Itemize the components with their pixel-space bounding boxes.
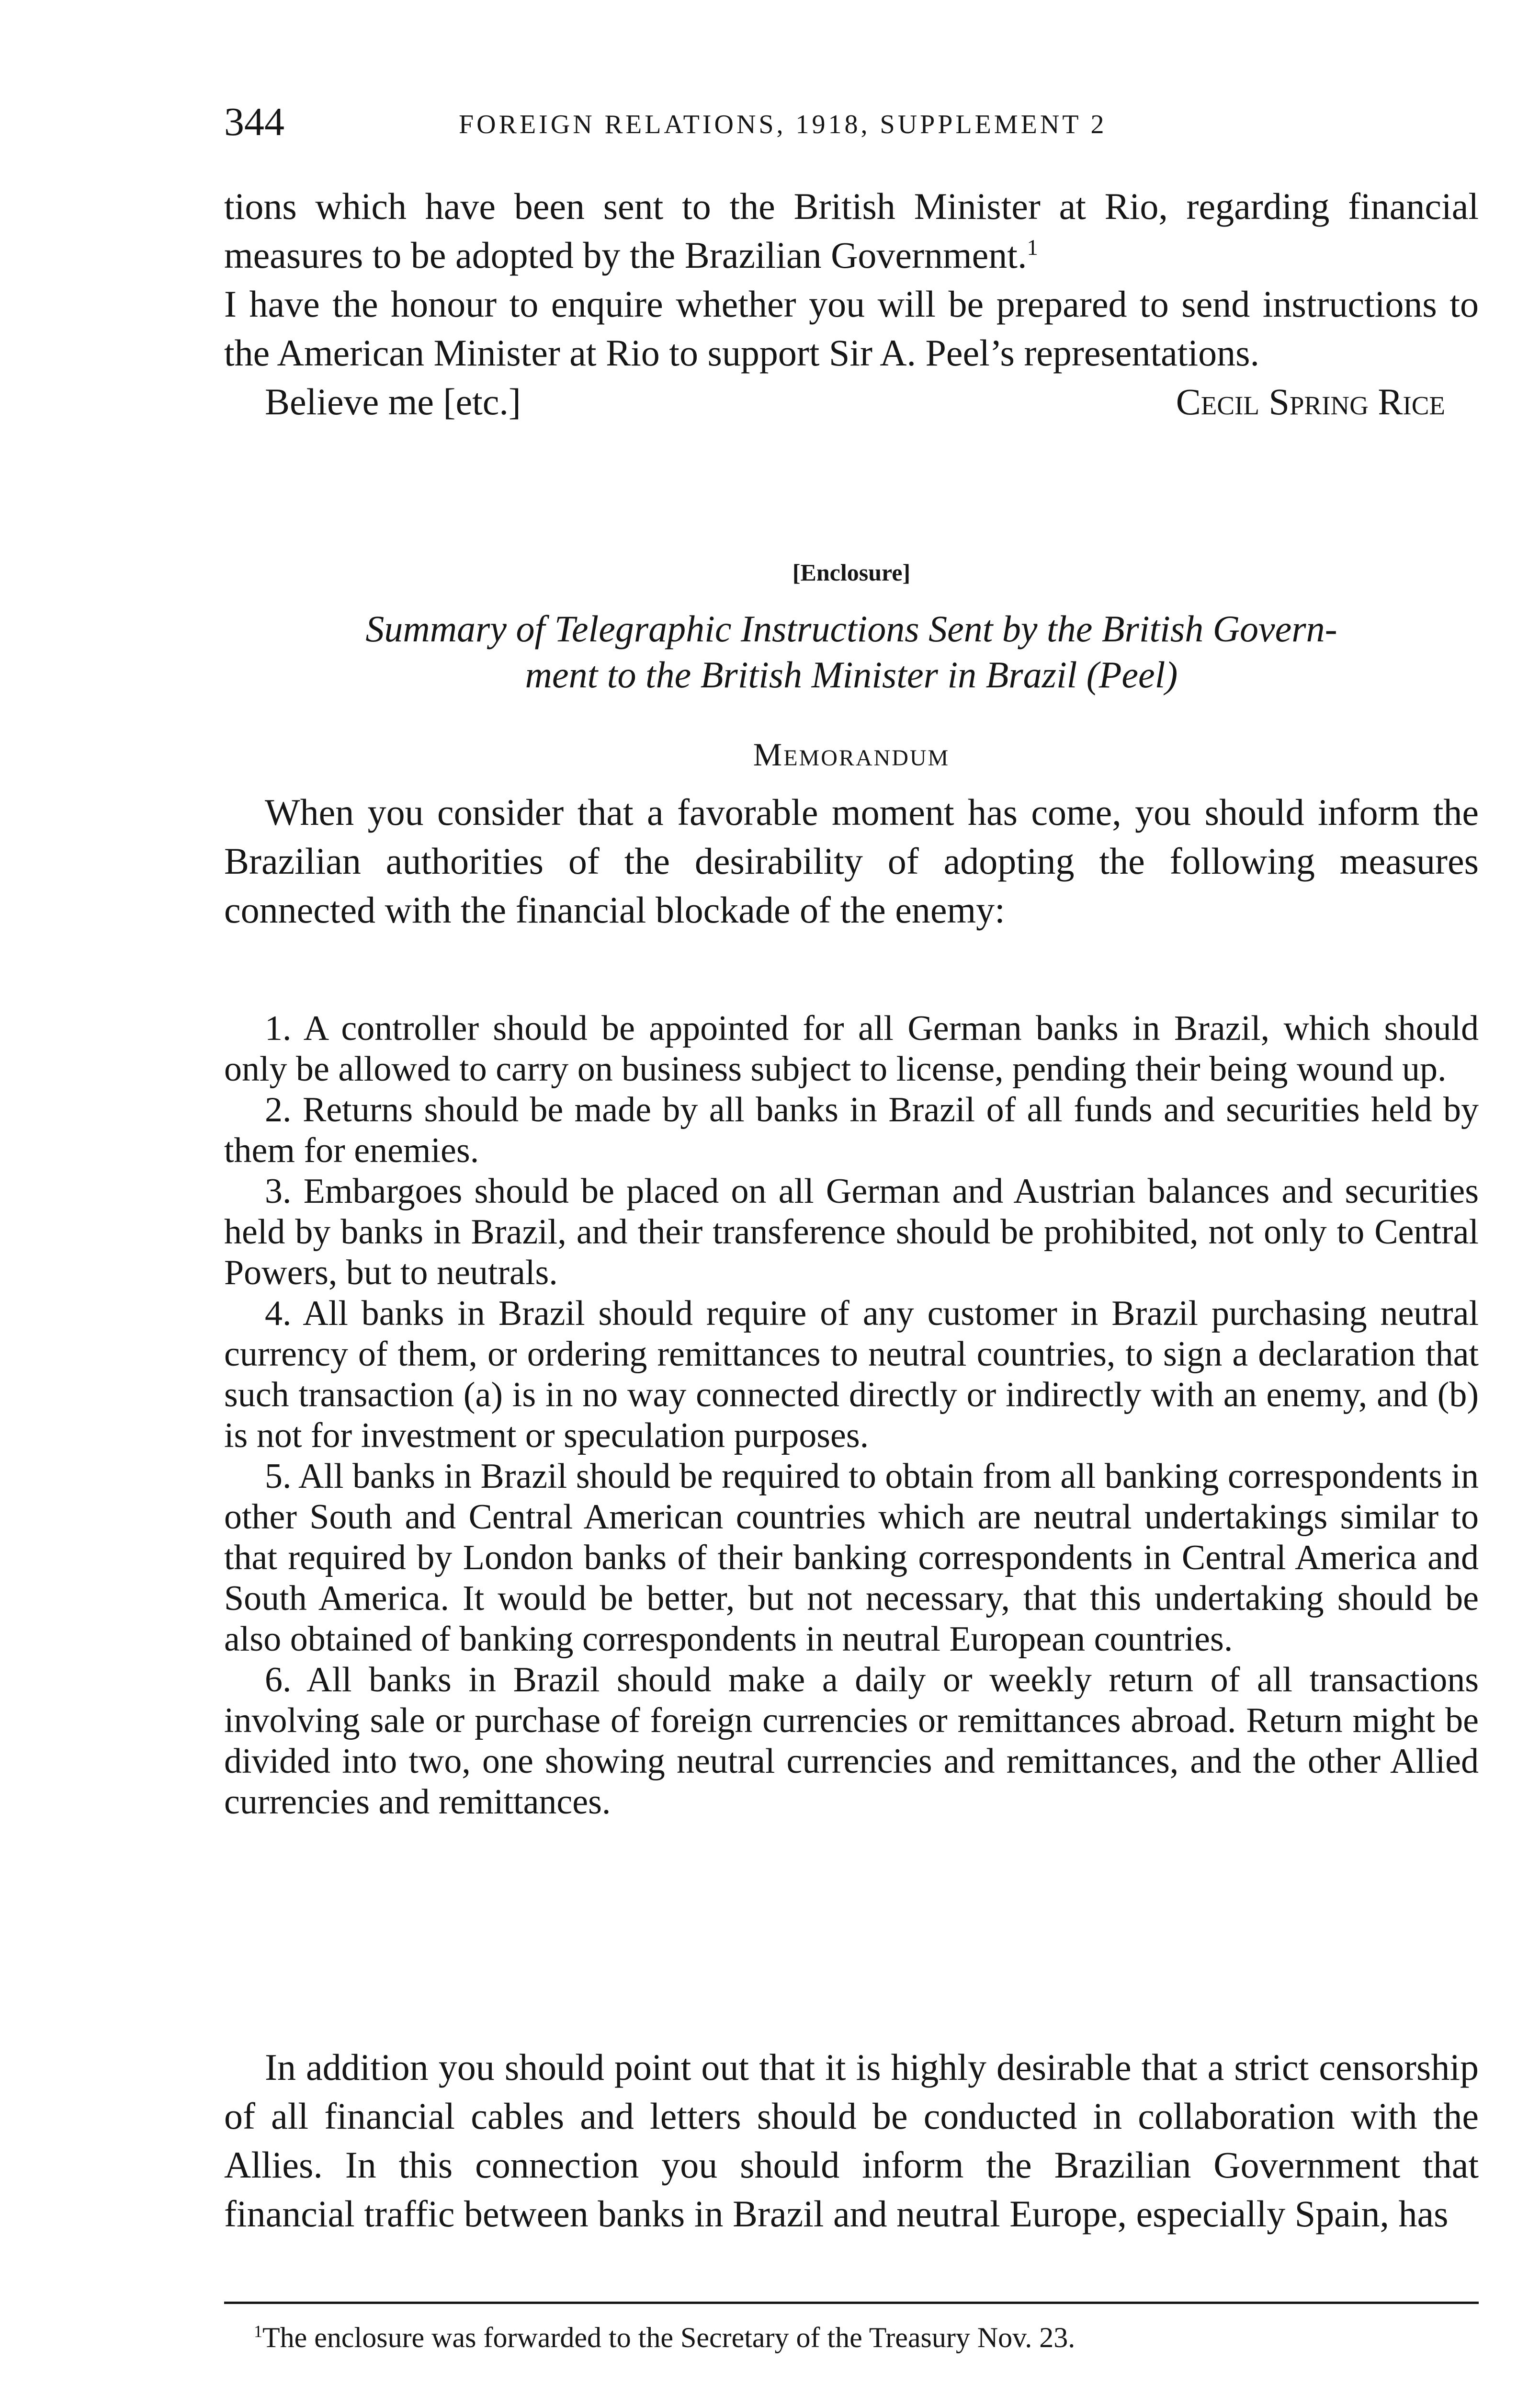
measures-list [224,1008,1479,1823]
memorandum-intro [224,788,1479,935]
letter-paragraph-text: tions which have been sent to the British Minister at Rio, regarding financial measures to be adopted by the Brazilian Government. [224,185,1479,276]
footnote-reference: 1 [1027,235,1038,260]
measure-item: 4. All banks in Brazil should require of any customer in Brazil purchasing neutral currency of them, or ordering remittances to neutral countries, to sign a declaration that such transaction (a) is in no way connected directly or indirectly with an enemy, and (b) is not for investment or speculation purposes. [224,1294,1479,1455]
enclosure-title [224,606,1479,698]
footnote-divider [224,2302,1479,2304]
memorandum-heading: Memorandum [753,736,950,773]
enclosure-title-line: ment to the British Minister in Brazil (Peel) [525,654,1178,696]
measure-item: 2. Returns should be made by all banks in Brazil of all funds and securities held by them for enemies. [224,1090,1479,1170]
measure-item: 6. All banks in Brazil should make a daily or weekly return of all transactions involving sale or purchase of foreign currencies or remittances abroad. Return might be divided into two, one showing neutral currencies and remittances, and the other Allied currencies and remittances. [224,1660,1479,1822]
letter-closing [224,377,1479,426]
page-header [224,98,1479,146]
letter-body [224,182,1479,426]
measure-item: 5. All banks in Brazil should be required to obtain from all banking correspondents in other South and Central American countries which are neutral undertakings similar to that required by London banks of their banking correspondents in Central America and South America. It would be better, but not necessary, that this undertaking should be also obtained of banking correspondents in neutral European countries. [224,1457,1479,1659]
page-number: 344 [224,100,284,144]
running-head: FOREIGN RELATIONS, 1918, SUPPLEMENT 2 [459,110,1107,139]
intro-paragraph: When you consider that a favorable moment has come, you should inform the Brazilian authorities of the desirability of adopting the following measures connected with the financial blockade of the enemy: [224,791,1479,931]
footnote-marker: 1 [254,2322,262,2341]
footnote [254,2318,1480,2357]
measure-item: 3. Embargoes should be placed on all German and Austrian balances and securities held by banks in Brazil, and their transference should be prohibited, not only to Central Powers, but to neutrals. [224,1172,1479,1292]
footnote-text: The enclosure was forwarded to the Secretary of the Treasury Nov. 23. [262,2322,1076,2353]
closing-section [224,2043,1479,2238]
signature: Cecil Spring Rice [1176,381,1445,422]
closing-paragraph: In addition you should point out that it is highly desirable that a strict censorship of all financial cables and letters should be conducted in collaboration with the Allies. In this connection you should inform the Brazilian Government that financial traffic between banks in Brazil and neutral Europe, especially Spain, has [224,2046,1479,2235]
closing-salutation: Believe me [etc.] [265,381,521,422]
letter-paragraph [224,182,1479,280]
enclosure-label: [Enclosure] [792,559,911,586]
enclosure-title-line: Summary of Telegraphic Instructions Sent by the British Govern- [365,608,1337,650]
letter-request-paragraph: I have the honour to enquire whether you will be prepared to send instructions to the American Minister at Rio to support Sir A. Peel’s representations. [224,283,1479,374]
measure-item: 1. A controller should be appointed for all German banks in Brazil, which should only be allowed to carry on business subject to license, pending their being wound up. [224,1009,1479,1089]
